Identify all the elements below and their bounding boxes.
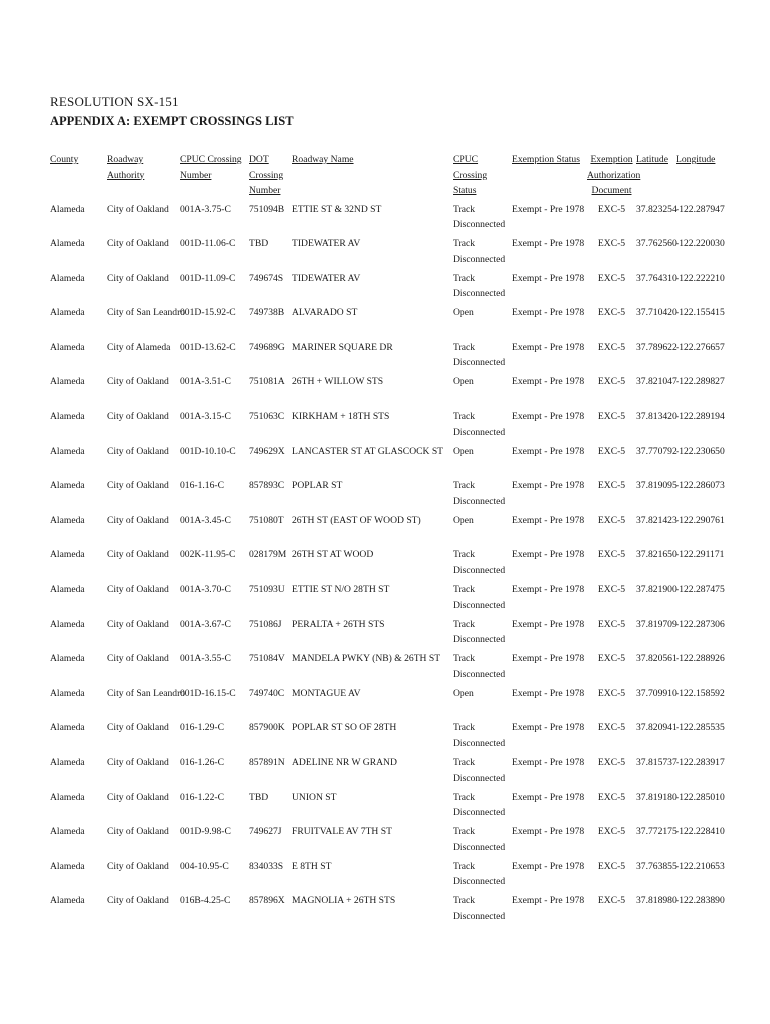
table-row bbox=[50, 409, 715, 444]
cell-exemption-authorization-document: EXC-5 bbox=[597, 272, 626, 284]
cell-latitude: 37.819709 bbox=[636, 618, 677, 630]
cell-dot-crossing-number: 749627J bbox=[249, 826, 282, 838]
cell-roadway-name: LANCASTER ST AT GLASCOCK ST bbox=[292, 445, 444, 457]
cell-exemption-status: Exempt - Pre 1978 bbox=[512, 272, 585, 284]
cell-latitude: 37.820941 bbox=[636, 722, 677, 734]
cell-exemption-authorization-document: EXC-5 bbox=[597, 238, 626, 250]
cell-cpuc-crossing-number: 001A-3.45-C bbox=[180, 514, 231, 526]
column-header-latitude: Latitude bbox=[636, 154, 668, 165]
cell-exemption-status: Exempt - Pre 1978 bbox=[512, 584, 585, 596]
cell-roadway-name: PERALTA + 26TH STS bbox=[292, 618, 385, 630]
cell-exemption-status: Exempt - Pre 1978 bbox=[512, 895, 585, 907]
cell-latitude: 37.763855 bbox=[636, 860, 677, 872]
cell-cpuc-crossing-status: Track Disconnected bbox=[453, 549, 506, 576]
cell-exemption-authorization-document: EXC-5 bbox=[597, 584, 626, 596]
cell-county: Alameda bbox=[50, 687, 85, 699]
table-row bbox=[50, 893, 715, 928]
table-row bbox=[50, 686, 715, 721]
cell-roadway-authority: City of Oakland bbox=[107, 757, 169, 768]
cell-dot-crossing-number: 857896X bbox=[249, 895, 285, 907]
cell-cpuc-crossing-status: Track Disconnected bbox=[453, 203, 506, 230]
cell-roadway-authority: City of Oakland bbox=[107, 860, 169, 872]
cell-dot-crossing-number: 751080T bbox=[249, 514, 284, 526]
table-row bbox=[50, 824, 715, 859]
cell-exemption-authorization-document: EXC-5 bbox=[597, 307, 626, 319]
cell-cpuc-crossing-number: 001A-3.70-C bbox=[180, 584, 231, 596]
cell-county: Alameda bbox=[50, 860, 85, 872]
cell-exemption-authorization-document: EXC-5 bbox=[597, 341, 626, 353]
cell-roadway-name: ALVARADO ST bbox=[292, 307, 358, 319]
cell-roadway-authority: City of Oakland bbox=[107, 238, 169, 250]
table-row bbox=[50, 720, 715, 755]
cell-county: Alameda bbox=[50, 722, 85, 734]
cell-county: Alameda bbox=[50, 791, 85, 803]
cell-dot-crossing-number: 857893C bbox=[249, 480, 285, 492]
cell-cpuc-crossing-number: 016-1.22-C bbox=[180, 791, 224, 803]
cell-dot-crossing-number: 749674S bbox=[249, 272, 284, 284]
cell-roadway-authority: City of Oakland bbox=[107, 549, 169, 561]
cell-latitude: 37.819095 bbox=[636, 480, 677, 492]
cell-longitude: -122.210653 bbox=[676, 860, 725, 872]
table-row bbox=[50, 202, 715, 237]
cell-roadway-authority: City of Oakland bbox=[107, 445, 169, 457]
cell-county: Alameda bbox=[50, 653, 85, 665]
table-row bbox=[50, 478, 715, 513]
table-row bbox=[50, 859, 715, 894]
cell-exemption-authorization-document: EXC-5 bbox=[597, 549, 626, 561]
cell-cpuc-crossing-number: 001D-13.62-C bbox=[180, 341, 236, 353]
cell-dot-crossing-number: 028179M bbox=[249, 549, 287, 561]
table-row bbox=[50, 340, 715, 375]
cell-exemption-authorization-document: EXC-5 bbox=[597, 687, 626, 699]
cell-cpuc-crossing-status: Track Disconnected bbox=[453, 341, 506, 369]
cell-roadway-name: KIRKHAM + 18TH STS bbox=[292, 411, 390, 423]
cell-longitude: -122.285535 bbox=[676, 722, 725, 734]
cell-dot-crossing-number: 749629X bbox=[249, 445, 285, 457]
exempt-crossings-table bbox=[50, 152, 725, 928]
cell-roadway-authority: City of Oakland bbox=[107, 480, 169, 492]
cell-latitude: 37.709910 bbox=[636, 687, 677, 699]
cell-county: Alameda bbox=[50, 826, 85, 838]
cell-dot-crossing-number: 749740C bbox=[249, 687, 285, 699]
cell-roadway-name: FRUITVALE AV 7TH ST bbox=[292, 826, 392, 838]
cell-county: Alameda bbox=[50, 584, 85, 596]
cell-latitude: 37.821900 bbox=[636, 584, 677, 596]
cell-exemption-status: Exempt - Pre 1978 bbox=[512, 411, 585, 423]
cell-exemption-status: Exempt - Pre 1978 bbox=[512, 341, 585, 353]
cell-cpuc-crossing-number: 001D-10.10-C bbox=[180, 445, 236, 457]
cell-roadway-name: MONTAGUE AV bbox=[292, 687, 361, 699]
cell-dot-crossing-number: TBD bbox=[249, 791, 269, 803]
cell-county: Alameda bbox=[50, 549, 85, 561]
cell-dot-crossing-number: 749738B bbox=[249, 307, 285, 319]
cell-exemption-status: Exempt - Pre 1978 bbox=[512, 307, 585, 319]
cell-longitude: -122.228410 bbox=[676, 826, 725, 838]
cell-roadway-name: MAGNOLIA + 26TH STS bbox=[292, 895, 396, 907]
cell-roadway-name: ETTIE ST & 32ND ST bbox=[292, 203, 382, 215]
cell-latitude: 37.772175 bbox=[636, 826, 677, 838]
column-header-roadway-authority: Roadway Authority bbox=[107, 154, 145, 181]
cell-cpuc-crossing-status: Track Disconnected bbox=[453, 860, 506, 888]
cell-roadway-name: ETTIE ST N/O 28TH ST bbox=[292, 584, 390, 596]
cell-cpuc-crossing-number: 002K-11.95-C bbox=[180, 549, 236, 561]
cell-cpuc-crossing-number: 001A-3.15-C bbox=[180, 411, 231, 423]
cell-exemption-authorization-document: EXC-5 bbox=[597, 791, 626, 803]
resolution-title: RESOLUTION SX-151 bbox=[50, 94, 179, 109]
cell-cpuc-crossing-status: Open bbox=[453, 307, 474, 319]
cell-roadway-name: POPLAR ST bbox=[292, 480, 343, 492]
cell-county: Alameda bbox=[50, 341, 85, 353]
cell-cpuc-crossing-number: 016-1.29-C bbox=[180, 722, 224, 734]
cell-exemption-authorization-document: EXC-5 bbox=[597, 757, 626, 768]
cell-roadway-name: ADELINE NR W GRAND bbox=[292, 757, 397, 768]
cell-latitude: 37.813420 bbox=[636, 411, 677, 423]
cell-latitude: 37.820561 bbox=[636, 653, 677, 665]
cell-latitude: 37.770792 bbox=[636, 445, 677, 457]
cell-cpuc-crossing-status: Track Disconnected bbox=[453, 722, 506, 749]
cell-roadway-authority: City of Oakland bbox=[107, 411, 169, 423]
column-header-longitude: Longitude bbox=[676, 154, 716, 165]
cell-roadway-authority: City of Oakland bbox=[107, 653, 169, 665]
cell-longitude: -122.220030 bbox=[676, 238, 725, 250]
table-row bbox=[50, 271, 715, 306]
cell-roadway-authority: City of Oakland bbox=[107, 618, 169, 630]
column-header-cpuc-crossing-status: CPUC Crossing Status bbox=[453, 154, 488, 196]
table-row bbox=[50, 617, 715, 652]
cell-cpuc-crossing-status: Open bbox=[453, 687, 474, 699]
cell-roadway-name: MANDELA PWKY (NB) & 26TH ST bbox=[292, 653, 441, 665]
table-row bbox=[50, 305, 715, 340]
cell-cpuc-crossing-status: Track Disconnected bbox=[453, 895, 506, 922]
cell-longitude: -122.283890 bbox=[676, 895, 725, 907]
cell-longitude: -122.230650 bbox=[676, 445, 725, 457]
cell-exemption-authorization-document: EXC-5 bbox=[597, 722, 626, 734]
cell-latitude: 37.789622 bbox=[636, 341, 677, 353]
cell-county: Alameda bbox=[50, 272, 85, 284]
cell-county: Alameda bbox=[50, 514, 85, 526]
cell-cpuc-crossing-number: 001A-3.67-C bbox=[180, 618, 231, 630]
cell-roadway-authority: City of Oakland bbox=[107, 272, 169, 284]
cell-latitude: 37.821423 bbox=[636, 514, 677, 526]
cell-exemption-authorization-document: EXC-5 bbox=[597, 514, 626, 526]
cell-roadway-authority: City of Alameda bbox=[107, 341, 171, 353]
cell-cpuc-crossing-number: 001D-11.09-C bbox=[180, 272, 236, 284]
cell-roadway-authority: City of Oakland bbox=[107, 791, 169, 803]
cell-roadway-name: UNION ST bbox=[292, 791, 337, 803]
table-row bbox=[50, 651, 715, 686]
cell-roadway-authority: City of Oakland bbox=[107, 584, 169, 596]
cell-roadway-name: TIDEWATER AV bbox=[292, 272, 361, 284]
cell-roadway-name: MARINER SQUARE DR bbox=[292, 341, 393, 353]
cell-cpuc-crossing-number: 001D-11.06-C bbox=[180, 238, 236, 250]
cell-longitude: -122.286073 bbox=[676, 480, 725, 492]
cell-cpuc-crossing-status: Track Disconnected bbox=[453, 618, 506, 646]
cell-cpuc-crossing-status: Open bbox=[453, 445, 474, 457]
cell-exemption-authorization-document: EXC-5 bbox=[597, 826, 626, 838]
cell-cpuc-crossing-status: Track Disconnected bbox=[453, 238, 506, 265]
cell-cpuc-crossing-status: Track Disconnected bbox=[453, 757, 506, 784]
cell-county: Alameda bbox=[50, 238, 85, 250]
cell-county: Alameda bbox=[50, 618, 85, 630]
cell-county: Alameda bbox=[50, 480, 85, 492]
table-row bbox=[50, 374, 715, 409]
cell-latitude: 37.762560 bbox=[636, 238, 677, 250]
cell-cpuc-crossing-number: 016-1.26-C bbox=[180, 757, 224, 768]
cell-cpuc-crossing-status: Track Disconnected bbox=[453, 584, 506, 611]
cell-dot-crossing-number: 751094B bbox=[249, 203, 285, 215]
cell-county: Alameda bbox=[50, 411, 85, 423]
cell-roadway-authority: City of Oakland bbox=[107, 376, 169, 388]
cell-dot-crossing-number: 751081A bbox=[249, 376, 285, 388]
cell-exemption-status: Exempt - Pre 1978 bbox=[512, 687, 585, 699]
table-row bbox=[50, 790, 715, 825]
cell-county: Alameda bbox=[50, 376, 85, 388]
cell-cpuc-crossing-status: Track Disconnected bbox=[453, 411, 506, 438]
appendix-title: APPENDIX A: EXEMPT CROSSINGS LIST bbox=[50, 114, 294, 128]
cell-latitude: 37.821650 bbox=[636, 549, 677, 561]
cell-cpuc-crossing-status: Track Disconnected bbox=[453, 272, 506, 300]
cell-longitude: -122.158592 bbox=[676, 687, 725, 699]
cell-cpuc-crossing-number: 001A-3.55-C bbox=[180, 653, 231, 665]
cell-longitude: -122.155415 bbox=[676, 307, 725, 319]
cell-exemption-status: Exempt - Pre 1978 bbox=[512, 791, 585, 803]
cell-exemption-status: Exempt - Pre 1978 bbox=[512, 549, 585, 561]
column-header-cpuc-crossing-number: CPUC Crossing Number bbox=[180, 154, 242, 181]
cell-roadway-authority: City of Oakland bbox=[107, 722, 169, 734]
cell-exemption-authorization-document: EXC-5 bbox=[597, 445, 626, 457]
column-header-exemption-authorization-document: Exemption Authorization Document bbox=[587, 154, 641, 196]
cell-roadway-authority: City of Oakland bbox=[107, 514, 169, 526]
cell-cpuc-crossing-status: Open bbox=[453, 376, 474, 388]
cell-dot-crossing-number: 749689G bbox=[249, 341, 285, 353]
cell-latitude: 37.710420 bbox=[636, 307, 677, 319]
cell-exemption-authorization-document: EXC-5 bbox=[597, 895, 626, 907]
table-row bbox=[50, 755, 715, 790]
cell-longitude: -122.289827 bbox=[676, 376, 725, 388]
cell-longitude: -122.288926 bbox=[676, 653, 725, 665]
cell-cpuc-crossing-number: 016B-4.25-C bbox=[180, 895, 231, 907]
table-row bbox=[50, 582, 715, 617]
cell-exemption-status: Exempt - Pre 1978 bbox=[512, 203, 585, 215]
cell-roadway-authority: City of Oakland bbox=[107, 895, 169, 907]
cell-roadway-authority: City of Oakland bbox=[107, 203, 169, 215]
column-header-exemption-status: Exemption Status bbox=[512, 154, 580, 165]
cell-exemption-status: Exempt - Pre 1978 bbox=[512, 757, 585, 768]
cell-exemption-authorization-document: EXC-5 bbox=[597, 411, 626, 423]
cell-county: Alameda bbox=[50, 895, 85, 907]
table-body bbox=[50, 202, 725, 928]
cell-longitude: -122.287947 bbox=[676, 203, 725, 215]
cell-roadway-name: 26TH ST AT WOOD bbox=[292, 549, 374, 561]
cell-longitude: -122.291171 bbox=[676, 549, 725, 561]
cell-exemption-status: Exempt - Pre 1978 bbox=[512, 480, 585, 492]
cell-exemption-status: Exempt - Pre 1978 bbox=[512, 376, 585, 388]
cell-dot-crossing-number: 751084V bbox=[249, 653, 285, 665]
cell-longitude: -122.289194 bbox=[676, 411, 725, 423]
table-row bbox=[50, 513, 715, 548]
cell-roadway-authority: City of Oakland bbox=[107, 826, 169, 838]
cell-latitude: 37.821047 bbox=[636, 376, 677, 388]
cell-cpuc-crossing-number: 001A-3.75-C bbox=[180, 203, 231, 215]
cell-exemption-authorization-document: EXC-5 bbox=[597, 203, 626, 215]
cell-dot-crossing-number: 857891N bbox=[249, 757, 285, 768]
cell-roadway-name: POPLAR ST SO OF 28TH bbox=[292, 722, 397, 734]
cell-exemption-status: Exempt - Pre 1978 bbox=[512, 653, 585, 665]
cell-cpuc-crossing-number: 001A-3.51-C bbox=[180, 376, 231, 388]
cell-longitude: -122.283917 bbox=[676, 757, 725, 768]
cell-longitude: -122.290761 bbox=[676, 514, 725, 526]
cell-cpuc-crossing-status: Track Disconnected bbox=[453, 480, 506, 507]
cell-cpuc-crossing-status: Track Disconnected bbox=[453, 791, 506, 819]
cell-dot-crossing-number: 834033S bbox=[249, 860, 284, 872]
cell-dot-crossing-number: TBD bbox=[249, 238, 269, 250]
cell-cpuc-crossing-status: Open bbox=[453, 514, 474, 526]
cell-dot-crossing-number: 751063C bbox=[249, 411, 285, 423]
cell-county: Alameda bbox=[50, 757, 85, 768]
cell-cpuc-crossing-number: 016-1.16-C bbox=[180, 480, 224, 492]
cell-roadway-name: 26TH + WILLOW STS bbox=[292, 376, 384, 388]
cell-dot-crossing-number: 857900K bbox=[249, 722, 285, 734]
cell-dot-crossing-number: 751093U bbox=[249, 584, 285, 596]
cell-exemption-status: Exempt - Pre 1978 bbox=[512, 722, 585, 734]
cell-exemption-status: Exempt - Pre 1978 bbox=[512, 860, 585, 872]
cell-longitude: -122.285010 bbox=[676, 791, 725, 803]
cell-roadway-authority: City of San Leandro bbox=[107, 687, 186, 699]
column-header-county: County bbox=[50, 154, 79, 165]
cell-dot-crossing-number: 751086J bbox=[249, 618, 282, 630]
cell-roadway-name: 26TH ST (EAST OF WOOD ST) bbox=[292, 514, 421, 526]
cell-county: Alameda bbox=[50, 203, 85, 215]
table-row bbox=[50, 547, 715, 582]
cell-longitude: -122.287475 bbox=[676, 584, 725, 596]
cell-county: Alameda bbox=[50, 445, 85, 457]
cell-longitude: -122.222210 bbox=[676, 272, 725, 284]
cell-cpuc-crossing-status: Track Disconnected bbox=[453, 826, 506, 853]
cell-latitude: 37.819180 bbox=[636, 791, 677, 803]
cell-cpuc-crossing-number: 001D-16.15-C bbox=[180, 687, 236, 699]
cell-latitude: 37.815737 bbox=[636, 757, 677, 768]
cell-roadway-name: TIDEWATER AV bbox=[292, 238, 361, 250]
cell-exemption-status: Exempt - Pre 1978 bbox=[512, 618, 585, 630]
cell-cpuc-crossing-number: 004-10.95-C bbox=[180, 860, 229, 872]
cell-roadway-authority: City of San Leandro bbox=[107, 307, 186, 319]
cell-exemption-status: Exempt - Pre 1978 bbox=[512, 445, 585, 457]
cell-cpuc-crossing-number: 001D-15.92-C bbox=[180, 307, 236, 319]
column-header-dot-crossing-number: DOT Crossing Number bbox=[249, 154, 284, 196]
cell-latitude: 37.764310 bbox=[636, 272, 677, 284]
cell-roadway-name: E 8TH ST bbox=[292, 860, 332, 872]
cell-exemption-status: Exempt - Pre 1978 bbox=[512, 826, 585, 838]
cell-exemption-authorization-document: EXC-5 bbox=[597, 653, 626, 665]
cell-exemption-authorization-document: EXC-5 bbox=[597, 376, 626, 388]
cell-county: Alameda bbox=[50, 307, 85, 319]
cell-latitude: 37.823254 bbox=[636, 203, 677, 215]
table-row bbox=[50, 444, 715, 479]
table-row bbox=[50, 236, 715, 271]
cell-longitude: -122.276657 bbox=[676, 341, 725, 353]
cell-exemption-status: Exempt - Pre 1978 bbox=[512, 238, 585, 250]
table-header-row bbox=[50, 152, 715, 202]
cell-exemption-authorization-document: EXC-5 bbox=[597, 860, 626, 872]
cell-exemption-status: Exempt - Pre 1978 bbox=[512, 514, 585, 526]
column-header-roadway-name: Roadway Name bbox=[292, 154, 354, 165]
cell-longitude: -122.287306 bbox=[676, 618, 725, 630]
cell-latitude: 37.818980 bbox=[636, 895, 677, 907]
cell-cpuc-crossing-status: Track Disconnected bbox=[453, 653, 506, 680]
cell-exemption-authorization-document: EXC-5 bbox=[597, 618, 626, 630]
cell-exemption-authorization-document: EXC-5 bbox=[597, 480, 626, 492]
cell-cpuc-crossing-number: 001D-9.98-C bbox=[180, 826, 231, 838]
